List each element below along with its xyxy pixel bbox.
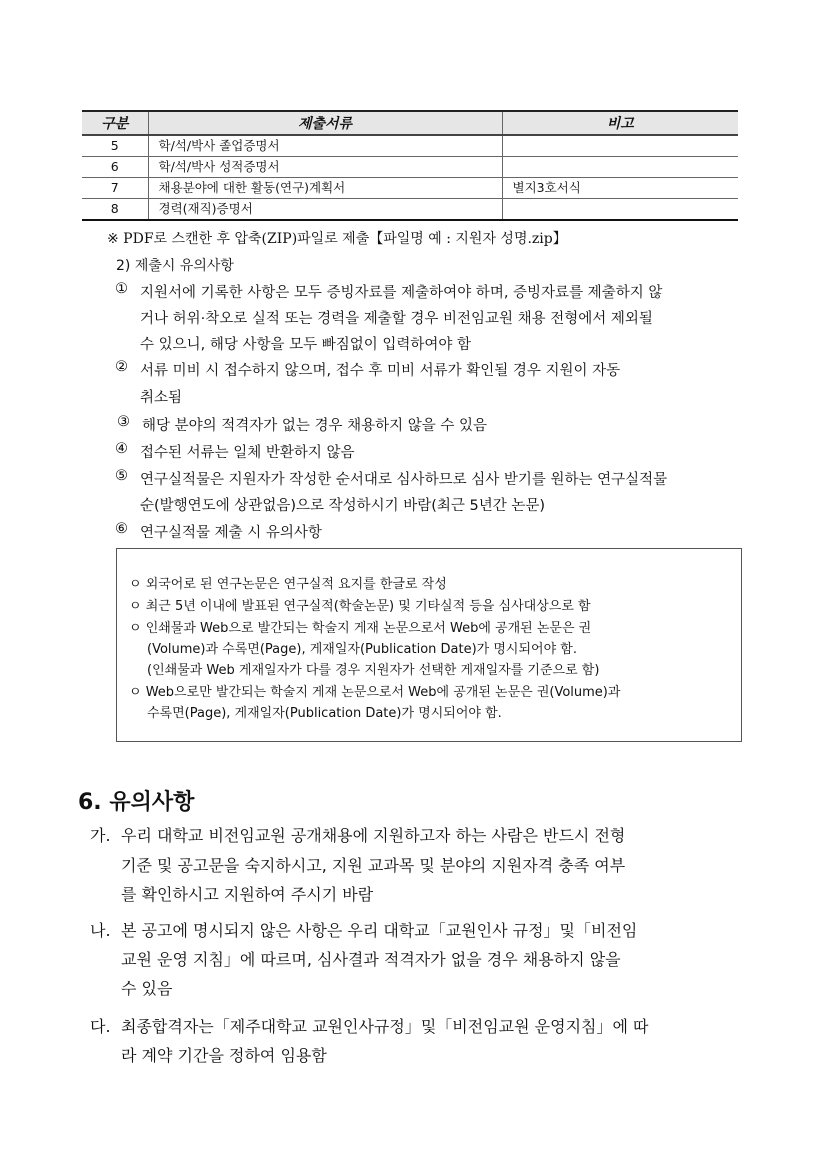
scan-note: ※ PDF로 스캔한 후 압축(ZIP)파일로 제출【파일명 예 : 지원자 성명.zip】: [107, 231, 567, 247]
row-number: 5: [82, 135, 148, 157]
item-text: 취소됨: [140, 390, 183, 406]
table-row: [82, 135, 738, 157]
item-text: 순(발행연도에 상관없음)으로 작성하시기 바람(최근 5년간 논문): [140, 498, 546, 514]
research-notes-box: [116, 548, 742, 742]
section-title: 6. 유의사항: [78, 790, 195, 815]
submission-documents-table: [82, 110, 738, 221]
box-line: ㅇ 인쇄물과 Web으로 발간되는 학술지 게재 논문으로서 Web에 공개된 논문은 권: [129, 621, 592, 636]
row-number: 8: [82, 199, 148, 221]
item-marker: ②: [115, 359, 128, 375]
item-text: 해당 분야의 적격자가 없는 경우 채용하지 않을 수 있음: [142, 418, 488, 434]
row-remark: [502, 135, 738, 157]
row-remark: 별지3호서식: [502, 178, 738, 199]
box-line: (인쇄물과 Web 게재일자가 다를 경우 지원자가 선택한 게재일자를 기준으로 함): [147, 663, 600, 678]
section-item-text: 교원 운영 지침」에 따르며, 심사결과 적격자가 없을 경우 채용하지 않을: [121, 950, 621, 969]
box-line: 수록면(Page), 게재일자(Publication Date)가 명시되어야 함.: [147, 706, 502, 721]
box-line: ㅇ Web으로만 발간되는 학술지 게재 논문으로서 Web에 공개된 논문은 권(Volume)과: [129, 685, 621, 700]
item-marker: ⑥: [115, 521, 128, 537]
table-row: [82, 157, 738, 178]
item-text: 연구실적물 제출 시 유의사항: [140, 525, 322, 541]
row-document: 채용분야에 대한 활동(연구)계획서: [148, 178, 502, 199]
item-text: 거나 허위·착오로 실적 또는 경력을 제출할 경우 비전임교원 채용 전형에서 제외될: [140, 311, 653, 327]
section-item-text: 본 공고에 명시되지 않은 사항은 우리 대학교「교원인사 규정」및「비전임: [121, 921, 638, 940]
section-item-text: 우리 대학교 비전임교원 공개채용에 지원하고자 하는 사람은 반드시 전형: [121, 826, 626, 845]
item-text: 서류 미비 시 접수하지 않으며, 접수 후 미비 서류가 확인될 경우 지원이 자동: [140, 363, 621, 379]
table-row: [82, 178, 738, 199]
item-marker: ③: [117, 414, 130, 430]
box-line: (Volume)과 수록면(Page), 게재일자(Publication Date)가 명시되어야 함.: [147, 642, 577, 657]
row-document: 학/석/박사 졸업증명서: [148, 135, 502, 157]
row-number: 6: [82, 157, 148, 178]
box-line: ㅇ 외국어로 된 연구논문은 연구실적 요지를 한글로 작성: [129, 577, 447, 592]
item-marker: ⑤: [115, 468, 128, 484]
header-remarks: 비고: [502, 111, 738, 135]
section-item-marker: 가.: [90, 826, 111, 845]
row-remark: [502, 157, 738, 178]
header-documents: 제출서류: [148, 111, 502, 135]
item-marker: ①: [115, 281, 128, 297]
item-text: 연구실적물은 지원자가 작성한 순서대로 심사하므로 심사 받기를 원하는 연구실적물: [140, 472, 668, 488]
item-text: 수 있으니, 해당 사항을 모두 빠짐없이 입력하여야 함: [140, 337, 472, 353]
section-item-text: 라 계약 기간을 정하여 임용함: [121, 1046, 327, 1065]
table-header-row: [82, 111, 738, 135]
submission-subtitle: 2) 제출시 유의사항: [116, 258, 234, 274]
section-item-text: 를 확인하시고 지원하여 주시기 바람: [121, 885, 374, 904]
table-row: [82, 199, 738, 221]
header-category: 구분: [82, 111, 148, 135]
row-remark: [502, 199, 738, 221]
section-item-marker: 나.: [90, 921, 111, 940]
item-text: 지원서에 기록한 사항은 모두 증빙자료를 제출하여야 하며, 증빙자료를 제출하지 않: [140, 285, 663, 301]
section-item-text: 수 있음: [121, 979, 173, 998]
section-item-text: 기준 및 공고문을 숙지하시고, 지원 교과목 및 분야의 지원자격 충족 여부: [121, 856, 626, 875]
section-item-text: 최종합격자는「제주대학교 교원인사규정」및「비전임교원 운영지침」에 따: [121, 1017, 649, 1036]
section-item-marker: 다.: [90, 1017, 111, 1036]
row-document: 학/석/박사 성적증명서: [148, 157, 502, 178]
box-line: ㅇ 최근 5년 이내에 발표된 연구실적(학술논문) 및 기타실적 등을 심사대상으로 함: [129, 599, 591, 614]
row-document: 경력(재직)증명서: [148, 199, 502, 221]
item-marker: ④: [115, 441, 128, 457]
item-text: 접수된 서류는 일체 반환하지 않음: [140, 445, 355, 461]
row-number: 7: [82, 178, 148, 199]
